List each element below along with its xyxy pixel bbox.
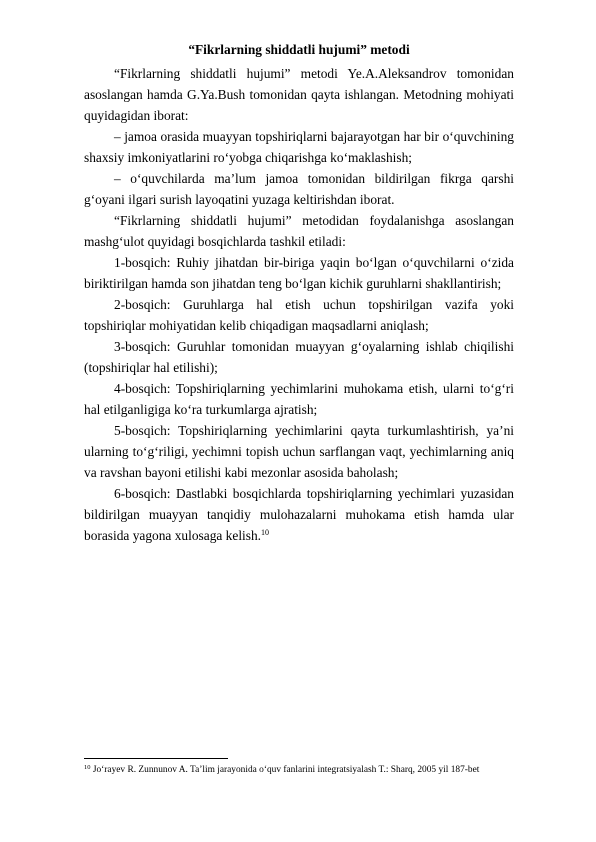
paragraph-stages-intro: “Fikrlarning shiddatli hujumi” metodidan foydalanishga asoslangan mashg‘ulot quyidagi bosqichlarda tashkil etiladi: bbox=[84, 213, 514, 249]
footnote-marker: 10 bbox=[84, 764, 91, 771]
paragraph-goal-2: – o‘quvchilarda ma’lum jamoa tomonidan bildirilgan fikrga qarshi g‘oyani ilgari surish layoqatini yuzaga keltirishdan iborat. bbox=[84, 171, 514, 207]
paragraph-stage-1: 1-bosqich: Ruhiy jihatdan bir-biriga yaqin bo‘lgan o‘quvchilarni o‘zida biriktirilgan hamda son jihatdan teng bo‘lgan kichik guruhlarni shakllantirish; bbox=[84, 255, 514, 291]
document-body bbox=[84, 40, 514, 546]
paragraph-stage-5: 5-bosqich: Topshiriqlarning yechimlarini qayta turkumlashtirish, ya’ni ularning to‘g‘riligi, yechimni topish uchun sarflangan vaqt, yechimlarning aniq va ravshan bayoni etilishi kabi mezonlar asosida baholash; bbox=[84, 423, 514, 480]
paragraph-stage-3: 3-bosqich: Guruhlar tomonidan muayyan g‘oyalarning ishlab chiqilishi (topshiriqlar hal etilishi); bbox=[84, 339, 514, 375]
footnote-reference[interactable]: 10 bbox=[261, 528, 270, 537]
footnote bbox=[84, 764, 514, 776]
footnote-separator bbox=[84, 758, 228, 759]
paragraph-intro: “Fikrlarning shiddatli hujumi” metodi Ye.A.Aleksandrov tomonidan asoslangan hamda G.Ya.Bush tomonidan qayta ishlangan. Metodning mohiyati quyidagidan iborat: bbox=[84, 66, 514, 123]
paragraph-stage-4: 4-bosqich: Topshiriqlarning yechimlarini muhokama etish, ularni to‘g‘ri hal etilganligiga ko‘ra turkumlarga ajratish; bbox=[84, 381, 514, 417]
paragraph-stage-6 bbox=[84, 483, 514, 546]
paragraph-stage-6-text: 6-bosqich: Dastlabki bosqichlarda topshiriqlarning yechimlari yuzasidan bildirilgan muayyan tanqidiy mulohazalarni muhokama etish hamda ular borasida yagona xulosaga kelish. bbox=[84, 486, 514, 543]
paragraph-goal-1: – jamoa orasida muayyan topshiriqlarni bajarayotgan har bir o‘quvchining shaxsiy imkoniyatlarini ro‘yobga chiqarishga ko‘maklashish; bbox=[84, 129, 514, 165]
paragraph-stage-2: 2-bosqich: Guruhlarga hal etish uchun topshirilgan vazifa yoki topshiriqlar mohiyatidan kelib chiqadigan maqsadlarni aniqlash; bbox=[84, 297, 514, 333]
document-title: “Fikrlarning shiddatli hujumi” metodi bbox=[188, 42, 410, 57]
footnote-text: Jo‘rayev R. Zunnunov A. Ta’lim jarayonida o‘quv fanlarini integratsiyalash T.: Sharq, 2005 yil 187-bet bbox=[90, 765, 480, 775]
